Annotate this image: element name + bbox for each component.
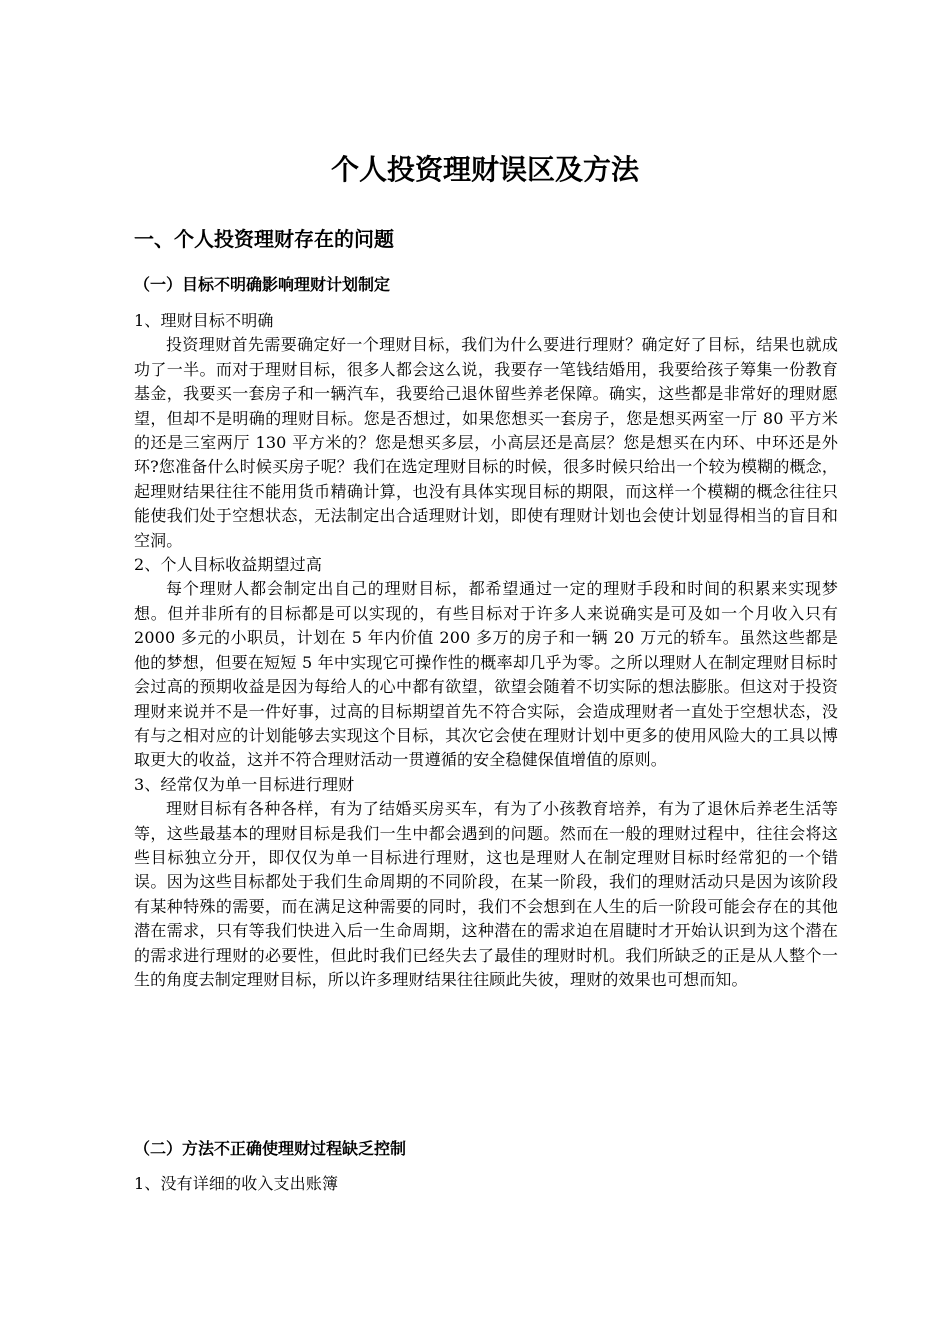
paragraph: 理财目标有各种各样，有为了结婚买房买车，有为了小孩教育培养，有为了退休后养老生活等等，这些最基本的理财目标是我们一生中都会遇到的问题。然而在一般的理财过程中，往往会将这些目标独立分开，即仅仅为单一目标进行理财，这也是理财人在制定理财目标时经常犯的一个错误。因为这些目标都处于我们生命周期的不同阶段，在某一阶段，我们的理财活动只是因为该阶段有某种特殊的需要，而在满足这种需要的同时，我们不会想到在人生的后一阶段可能会存在的其他潜在需求，只有等我们快进入后一生命周期，这种潜在的需求迫在眉睫时才开始认识到为这个潜在的需求进行理财的必要性，但此时我们已经失去了最佳的理财时机。我们所缺乏的正是从人整个一生的角度去制定理财目标，所以许多理财结果往往顾此失彼，理财的效果也可想而知。	[134, 799, 838, 989]
paragraph: 每个理财人都会制定出自己的理财目标，都希望通过一定的理财手段和时间的积累来实现梦想。但并非所有的目标都是可以实现的，有些目标对于许多人来说确实是可及如一个月收入只有 2000 多元的小职员，计划在 5 年内价值 200 多万的房子和一辆 20 万元的轿车。虽然这些都是他的梦想，但要在短短 5 年中实现它可操作性的概率却几乎为零。之所以理财人在制定理财目标时会过高的预期收益是因为每给人的心中都有欲望，欲望会随着不切实际的想法膨胀。但这对于投资理财来说并不是一件好事，过高的目标期望首先不符合实际，会造成理财者一直处于空想状态，没有与之相对应的计划能够去实现这个目标，其次它会使在理财计划中更多的使用风险大的工具以博取更大的收益，这并不符合理财活动一贯遵循的安全稳健保值增值的原则。	[134, 579, 838, 770]
body-text-block	[134, 309, 838, 992]
list-item-label: 1、没有详细的收入支出账簿	[134, 1174, 339, 1193]
list-item-label: 1、理财目标不明确	[134, 311, 274, 330]
subsection-heading-unclear-goals: （一）目标不明确影响理财计划制定	[134, 275, 391, 294]
list-item-label: 2、个人目标收益期望过高	[134, 555, 322, 575]
section-heading-problems: 一、个人投资理财存在的问题	[134, 227, 394, 251]
document-title: 个人投资理财误区及方法	[330, 153, 639, 186]
body-text-block	[134, 1172, 838, 1196]
paragraph: 投资理财首先需要确定好一个理财目标，我们为什么要进行理财？确定好了目标，结果也就成功了一半。而对于理财目标，很多人都会这么说，我要存一笔钱结婚用，我要给孩子筹集一份教育基金，我要买一套房子和一辆汽车，我要给己退休留些养老保障。确实，这些都是非常好的理财愿望，但却不是明确的理财目标。您是否想过，如果您想买一套房子，您是想买两室一厅 80 平方米的还是三室两厅 130 平方米的？您是想买多层，小高层还是高层？您是想买在内环、中环还是外环?您准备什么时候买房子呢？我们在选定理财目标的时候，很多时候只给出一个较为模糊的概念，起理财结果往往不能用货币精确计算，也没有具体实现目标的期限，而这样一个模糊的概念往往只能使我们处于空想状态，无法制定出合适理财计划，即使有理财计划也会使计划显得相当的盲目和空洞。	[134, 335, 838, 550]
list-item-label: 3、经常仅为单一目标进行理财	[134, 774, 355, 794]
subsection-heading-wrong-methods: （二）方法不正确使理财过程缺乏控制	[134, 1139, 407, 1158]
